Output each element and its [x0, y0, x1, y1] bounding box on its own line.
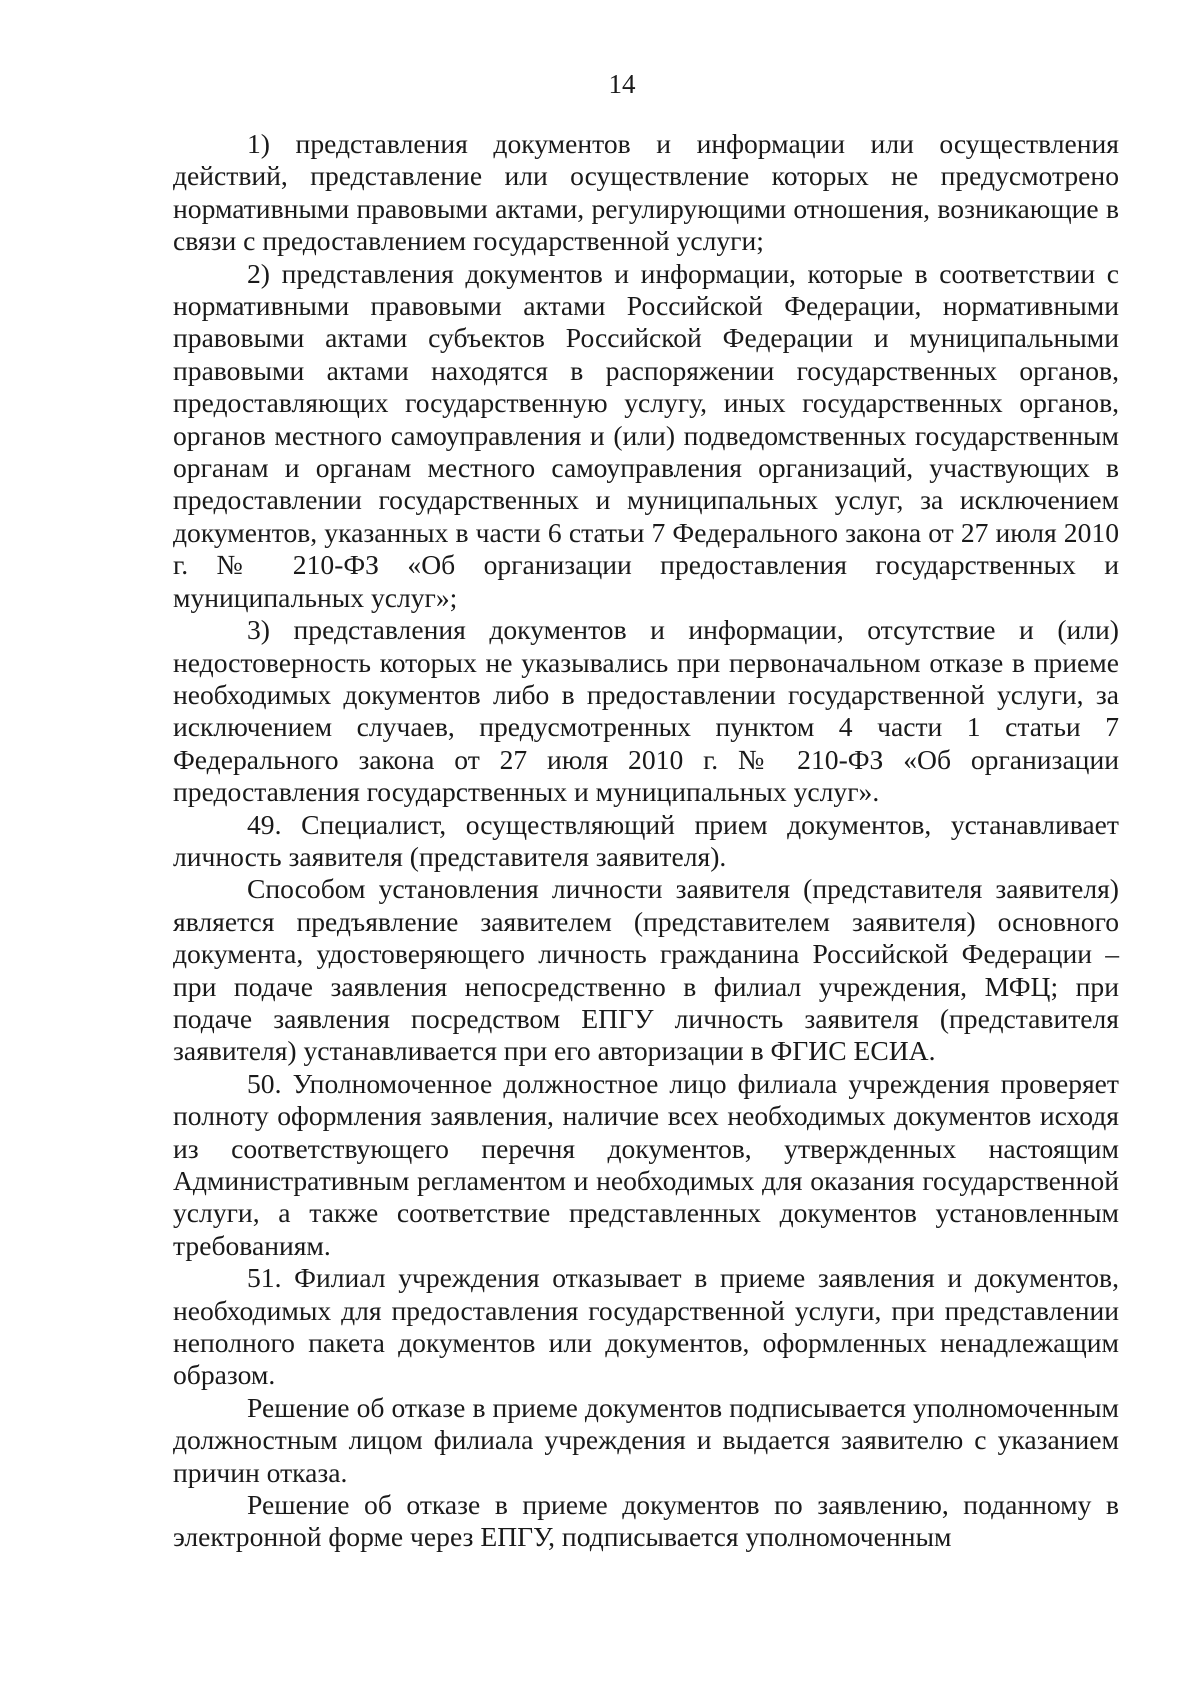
paragraph-item-1: 1) представления документов и информации или осуществления действий, представление или осуществление которых не предусмотрено нормативными правовыми актами, регулирующими отношения, возникающие в связи с предоставлением государственной услуги; — [173, 128, 1119, 257]
paragraph-refusal-decision: Решение об отказе в приеме документов подписывается уполномоченным должностным лицом филиала учреждения и выдается заявителю с указанием причин отказа. — [173, 1391, 1119, 1488]
paragraph-item-2: 2) представления документов и информации, которые в соответствии с нормативными правовыми актами Российской Федерации, нормативными правовыми актами субъектов Российской Федерации и муниципальными правовыми актами находятся в распоряжении государственных органов, предоставляющих государственную услугу, иных государственных органов, органов местного самоуправления и (или) подведомственных государственным органам и органам местного самоуправления организаций, участвующих в предоставлении государственных и муниципальных услуг, за исключением документов, указанных в части 6 статьи 7 Федерального закона от 27 июля 2010 г. № 210-ФЗ «Об организации предоставления государственных и муниципальных услуг»; — [173, 257, 1119, 613]
paragraph-identity-method: Способом установления личности заявителя (представителя заявителя) является предъявление заявителем (представителем заявителя) основного документа, удостоверяющего личность гражданина Российской Федерации – при подаче заявления непосредственно в филиал учреждения, МФЦ; при подаче заявления посредством ЕПГУ личность заявителя (представителя заявителя) устанавливается при его авторизации в ФГИС ЕСИА. — [173, 873, 1119, 1067]
paragraph-item-3: 3) представления документов и информации, отсутствие и (или) недостоверность которых не указывались при первоначальном отказе в приеме необходимых документов либо в предоставлении государственной услуги, за исключением случаев, предусмотренных пунктом 4 части 1 статьи 7 Федерального закона от 27 июля 2010 г. № 210-ФЗ «Об организации предоставления государственных и муниципальных услуг». — [173, 614, 1119, 808]
page-number: 14 — [608, 69, 636, 99]
paragraph-50: 50. Уполномоченное должностное лицо филиала учреждения проверяет полноту оформления заявления, наличие всех необходимых документов исходя из соответствующего перечня документов, утвержденных настоящим Административным регламентом и необходимых для оказания государственной услуги, а также соответствие представленных документов установленным требованиям. — [173, 1067, 1119, 1261]
paragraph-51: 51. Филиал учреждения отказывает в приеме заявления и документов, необходимых для предоставления государственной услуги, при представлении неполного пакета документов или документов, оформленных ненадлежащим образом. — [173, 1262, 1119, 1391]
paragraph-electronic-refusal: Решение об отказе в приеме документов по заявлению, поданному в электронной форме через ЕПГУ, подписывается уполномоченным — [173, 1489, 1119, 1553]
paragraph-49: 49. Специалист, осуществляющий прием документов, устанавливает личность заявителя (представителя заявителя). — [173, 808, 1119, 872]
document-body — [173, 128, 1119, 1554]
